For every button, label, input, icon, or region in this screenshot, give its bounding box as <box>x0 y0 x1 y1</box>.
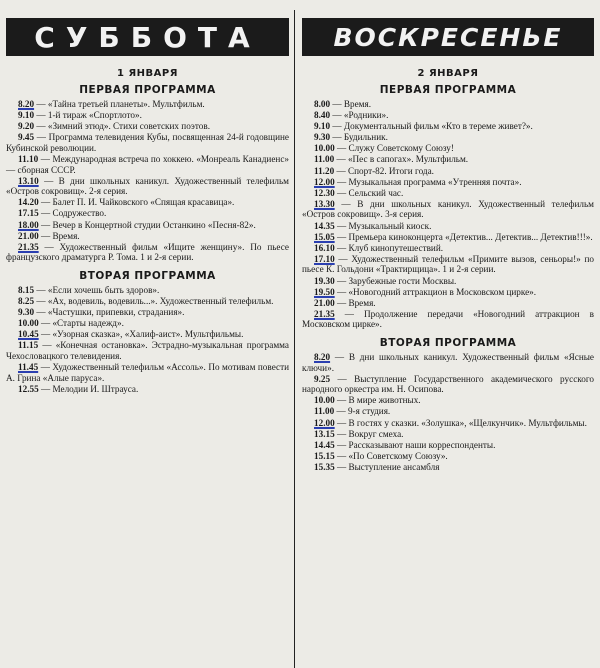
entry-description: — Художественный телефильм «Примите вызов, сеньоры!» по пьесе К. Гольдони «Трактирщица». 1 и 2-я серии. <box>302 253 594 275</box>
entry-time: 11.45 <box>18 362 39 373</box>
saturday-program2-list <box>6 285 289 394</box>
schedule-entry <box>6 307 289 318</box>
schedule-entry <box>6 99 289 110</box>
entry-description: — Балет П. И. Чайковского «Спящая красавица». <box>40 197 235 208</box>
entry-description: — Спорт-82. Итоги года. <box>336 165 434 176</box>
entry-time: 19.30 <box>314 275 335 286</box>
entry-description: — Время. <box>332 99 371 109</box>
entry-description: — Художественный телефильм «Ассоль». По мотивам повести А. Грина «Алые паруса». <box>6 362 290 383</box>
entry-description: — «Пес в сапогах». Мультфильм. <box>336 154 469 165</box>
entry-description: — «Если хочешь быть здоров». <box>36 284 160 295</box>
entry-description: — Вокруг смеха. <box>336 428 404 439</box>
schedule-entry <box>302 199 594 220</box>
schedule-entry <box>6 132 289 153</box>
schedule-entry <box>302 243 594 254</box>
schedule-entry <box>302 154 594 165</box>
entry-time: 21.35 <box>314 308 335 319</box>
entry-time: 9.45 <box>18 132 35 143</box>
entry-time: 12.55 <box>18 383 39 394</box>
entry-time: 8.40 <box>314 110 331 121</box>
schedule-entry <box>6 285 289 296</box>
entry-description: — Сельский час. <box>336 187 404 198</box>
schedule-entry <box>6 176 289 197</box>
sunday-date: 2 ЯНВАРЯ <box>417 68 479 79</box>
schedule-entry <box>302 177 594 188</box>
schedule-entry <box>302 309 594 330</box>
schedule-entry <box>302 276 594 287</box>
schedule-entry <box>6 220 289 231</box>
saturday-program1-list <box>6 99 289 263</box>
schedule-entry <box>6 121 289 132</box>
entry-description: — Мелодии И. Штрауса. <box>40 383 139 394</box>
entry-description: — Рассказывают наши корреспонденты. <box>336 439 496 450</box>
entry-time: 16.10 <box>314 242 335 253</box>
entry-description: — В дни школьных каникул. Художественный телефильм «Остров сокровищ». 3-я серия. <box>302 198 595 220</box>
entry-time: 9.20 <box>18 121 35 132</box>
entry-description: — Служу Советскому Союзу! <box>336 143 454 154</box>
entry-description: — Время. <box>40 230 80 241</box>
saturday-date: 1 ЯНВАРЯ <box>117 68 178 79</box>
schedule-entry <box>6 208 289 219</box>
saturday-program2-title: ВТОРАЯ ПРОГРАММА <box>79 269 216 282</box>
entry-description: — «Старты надежд». <box>40 318 124 329</box>
entry-time: 17.15 <box>18 208 39 219</box>
schedule-entry <box>302 451 594 462</box>
schedule-entry <box>302 110 594 121</box>
entry-description: — Зарубежные гости Москвы. <box>336 275 457 286</box>
entry-time: 10.00 <box>314 143 335 154</box>
schedule-entry <box>6 318 289 329</box>
entry-description: — Музыкальный киоск. <box>336 220 432 231</box>
entry-description: — Выступление ансамбля <box>336 461 440 472</box>
schedule-entry <box>302 395 594 406</box>
entry-time: 8.00 <box>314 99 331 109</box>
entry-time: 10.00 <box>314 395 335 406</box>
entry-time: 11.00 <box>314 406 335 417</box>
entry-time: 11.15 <box>18 340 39 351</box>
entry-description: — Документальный фильм «Кто в тереме живет?». <box>332 121 533 132</box>
entry-time: 19.50 <box>314 286 335 297</box>
sunday-banner: ВОСКРЕСЕНЬЕ <box>302 18 594 56</box>
entry-time: 13.30 <box>314 198 335 209</box>
entry-description: — «Родники». <box>332 110 389 121</box>
entry-time: 9.30 <box>314 132 331 143</box>
entry-time: 13.10 <box>18 175 39 186</box>
entry-time: 8.20 <box>18 99 35 109</box>
schedule-entry <box>302 298 594 309</box>
schedule-entry <box>302 99 594 110</box>
schedule-entry <box>302 429 594 440</box>
schedule-entry <box>302 352 594 373</box>
entry-description: — Будильник. <box>332 132 388 143</box>
entry-description: — Продолжение передачи «Новогодний аттракцион в Московском цирке». <box>302 308 594 330</box>
entry-time: 12.30 <box>314 187 335 198</box>
schedule-entry <box>302 462 594 473</box>
entry-description: — В дни школьных каникул. Художественный телефильм «Остров сокровищ». 2-я серия. <box>6 175 289 197</box>
entry-time: 15.15 <box>314 450 335 461</box>
entry-time: 10.45 <box>18 329 39 340</box>
entry-description: — Премьера киноконцерта «Детектив... Детектив... Детектив!!!». <box>336 231 593 242</box>
entry-description: — Программа телевидения Кубы, посвященная 24-й годовщине Кубинской революции. <box>6 132 289 153</box>
entry-time: 9.30 <box>18 307 35 318</box>
entry-time: 10.00 <box>18 318 39 329</box>
entry-time: 12.00 <box>314 417 335 428</box>
schedule-entry <box>6 384 289 395</box>
entry-time: 9.10 <box>314 121 331 132</box>
schedule-entry <box>6 197 289 208</box>
saturday-column <box>6 0 289 394</box>
entry-time: 21.00 <box>314 297 335 308</box>
entry-description: — «Ах, водевиль, водевиль...». Художественный телефильм. <box>36 296 274 306</box>
schedule-entry <box>6 340 289 361</box>
entry-time: 9.10 <box>18 110 35 121</box>
entry-description: — «Новогодний аттракцион в Московском цирке». <box>336 286 537 297</box>
entry-description: — В мире животных. <box>336 395 421 406</box>
schedule-entry <box>6 110 289 121</box>
entry-description: — Музыкальная программа «Утренняя почта». <box>336 176 522 187</box>
entry-description: — Время. <box>336 297 376 308</box>
schedule-entry <box>6 329 289 340</box>
schedule-entry <box>302 418 594 429</box>
entry-description: — «Зимний этюд». Стихи советских поэтов. <box>36 121 210 132</box>
entry-description: — «Узорная сказка», «Халиф-аист». Мультфильмы. <box>40 329 244 340</box>
saturday-banner: СУББОТА <box>6 18 289 56</box>
schedule-entry <box>302 121 594 132</box>
schedule-entry <box>6 154 289 175</box>
entry-time: 18.00 <box>18 219 39 230</box>
sunday-program2-list <box>302 352 594 473</box>
entry-time: 13.15 <box>314 428 335 439</box>
entry-time: 15.35 <box>314 461 335 472</box>
entry-time: 14.45 <box>314 439 335 450</box>
entry-time: 15.05 <box>314 231 335 242</box>
schedule-entry <box>302 440 594 451</box>
entry-description: — Вечер в Концертной студии Останкино «Песня-82». <box>40 219 256 230</box>
entry-description: — В дни школьных каникул. Художественный фильм «Ясные ключи». <box>302 351 594 373</box>
schedule-entry <box>302 221 594 232</box>
entry-time: 12.00 <box>314 176 335 187</box>
entry-description: — Клуб кинопутешествий. <box>336 242 444 253</box>
entry-description: — 9-я студия. <box>336 406 391 417</box>
entry-time: 8.15 <box>18 284 35 295</box>
entry-description: — 1-й тираж «Спортлото». <box>36 110 142 121</box>
entry-time: 8.25 <box>18 296 35 306</box>
entry-time: 17.10 <box>314 253 335 264</box>
entry-description: — Выступление Государственного академического русского народного оркестра им. Н. Осипова. <box>302 373 595 395</box>
schedule-entry <box>6 296 289 307</box>
schedule-entry <box>302 287 594 298</box>
sunday-column <box>302 0 594 473</box>
schedule-entry <box>302 188 594 199</box>
schedule-entry <box>302 143 594 154</box>
entry-description: — Художественный фильм «Ищите женщину». По пьесе французского драматурга Р. Тома. 1 и 2-я серии. <box>6 241 290 263</box>
entry-time: 14.35 <box>314 220 335 231</box>
schedule-entry <box>302 254 594 275</box>
entry-description: — «Частушки, припевки, страдания». <box>36 307 185 318</box>
schedule-entry <box>6 231 289 242</box>
entry-time: 21.00 <box>18 230 39 241</box>
entry-description: — «По Советскому Союзу». <box>336 450 448 461</box>
schedule-entry <box>302 232 594 243</box>
entry-time: 11.20 <box>314 165 335 176</box>
entry-time: 9.25 <box>314 373 331 384</box>
column-divider <box>294 10 295 668</box>
schedule-entry <box>302 406 594 417</box>
saturday-program1-title: ПЕРВАЯ ПРОГРАММА <box>79 84 216 96</box>
entry-description: — В гостях у сказки. «Золушка», «Щелкунчик». Мультфильмы. <box>336 417 587 428</box>
sunday-program2-title: ВТОРАЯ ПРОГРАММА <box>379 336 517 349</box>
entry-time: 21.35 <box>18 241 39 252</box>
entry-time: 11.10 <box>18 153 39 164</box>
schedule-entry <box>6 242 289 263</box>
sunday-program1-list <box>302 99 594 330</box>
entry-description: — «Тайна третьей планеты». Мультфильм. <box>36 99 205 109</box>
entry-description: — «Конечная остановка». Эстрадно-музыкальная программа Чехословацкого телевидения. <box>6 340 289 361</box>
entry-description: — Содружество. <box>40 208 107 219</box>
schedule-entry <box>302 374 594 395</box>
sunday-program1-title: ПЕРВАЯ ПРОГРАММА <box>379 84 517 96</box>
entry-time: 14.20 <box>18 197 39 208</box>
entry-description: — Международная встреча по хоккею. «Монреаль Канадиенс» — сборная СССР. <box>6 153 290 175</box>
entry-time: 11.00 <box>314 154 335 165</box>
schedule-entry <box>6 362 289 383</box>
entry-time: 8.20 <box>314 351 331 362</box>
schedule-entry <box>302 166 594 177</box>
schedule-entry <box>302 132 594 143</box>
